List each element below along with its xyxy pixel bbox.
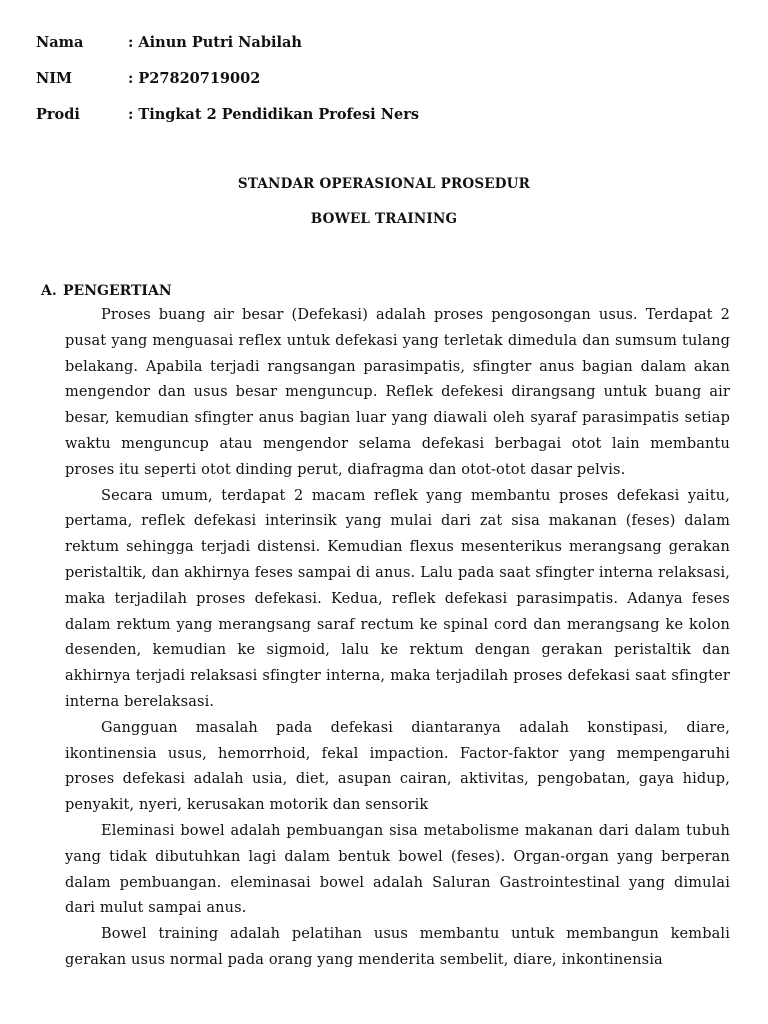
student-nim-row <box>36 70 260 87</box>
paragraph: Secara umum, terdapat 2 macam reflek yang membantu proses defekasi yaitu, pertama, reflek defekasi interinsik yang mulai dari zat sisa makanan (feses) dalam rektum sehingga terjadi distensi. Kemudian flexus mesenterikus merangsang gerakan peristaltik, dan akhirnya feses sampai di anus. Lalu pada saat sfingter interna relaksasi, maka terjadilah proses defekasi. Kedua, reflek defekasi parasimpatis. Adanya feses dalam rektum yang merangsang saraf rectum ke spinal cord dan merangsang ke kolon desenden, kemudian ke sigmoid, lalu ke rektum dengan gerakan peristaltik dan akhirnya terjadi relaksasi sfingter interna, maka terjadilah proses defekasi saat sfingter interna berelaksasi. <box>65 487 730 710</box>
section-letter: A. <box>41 283 57 299</box>
section-title: PENGERTIAN <box>63 283 172 299</box>
student-prodi-row <box>36 106 419 123</box>
paragraph: Gangguan masalah pada defekasi diantaranya adalah konstipasi, diare, ikontinensia usus, hemorrhoid, fekal impaction. Factor-faktor yang mempengaruhi proses defekasi adalah usia, diet, asupan cairan, aktivitas, pengobatan, gaya hidup, penyakit, nyeri, kerusakan motorik dan sensorik <box>65 719 730 814</box>
student-nim-label: NIM <box>36 70 73 87</box>
paragraph: Bowel training adalah pelatihan usus membantu untuk membangun kembali gerakan usus normal pada orang yang menderita sembelit, diare, inkontinensia <box>65 926 730 968</box>
section-heading <box>41 283 172 299</box>
student-prodi-label: Prodi <box>36 106 80 123</box>
student-name-value: : Ainun Putri Nabilah <box>128 34 302 51</box>
student-name-label: Nama <box>36 34 84 51</box>
document-subtitle: BOWEL TRAINING <box>310 211 458 227</box>
paragraph: Eleminasi bowel adalah pembuangan sisa metabolisme makanan dari dalam tubuh yang tidak dibutuhkan lagi dalam bentuk bowel (feses). Organ-organ yang berperan dalam pembuangan. eleminasai bowel adalah Saluran Gastrointestinal yang dimulai dari mulut sampai anus. <box>65 822 730 917</box>
paragraph: Proses buang air besar (Defekasi) adalah proses pengosongan usus. Terdapat 2 pusat yang menguasai reflex untuk defekasi yang terletak dimedula dan sumsum tulang belakang. Apabila terjadi rangsangan parasimpatis, sfingter anus bagian dalam akan mengendor dan usus besar menguncup. Reflek defekesi dirangsang untuk buang air besar, kemudian sfingter anus bagian luar yang diawali oleh syaraf parasimpatis setiap waktu menguncup atau mengendor selama defekasi berbagai otot lain membantu proses itu seperti otot dinding perut, diafragma dan otot-otot dasar pelvis. <box>65 307 730 478</box>
student-name-row <box>36 34 302 51</box>
student-prodi-value: : Tingkat 2 Pendidikan Profesi Ners <box>128 106 419 123</box>
student-nim-value: : P27820719002 <box>128 70 261 87</box>
document-title: STANDAR OPERASIONAL PROSEDUR <box>237 176 531 192</box>
section-body <box>65 303 730 974</box>
